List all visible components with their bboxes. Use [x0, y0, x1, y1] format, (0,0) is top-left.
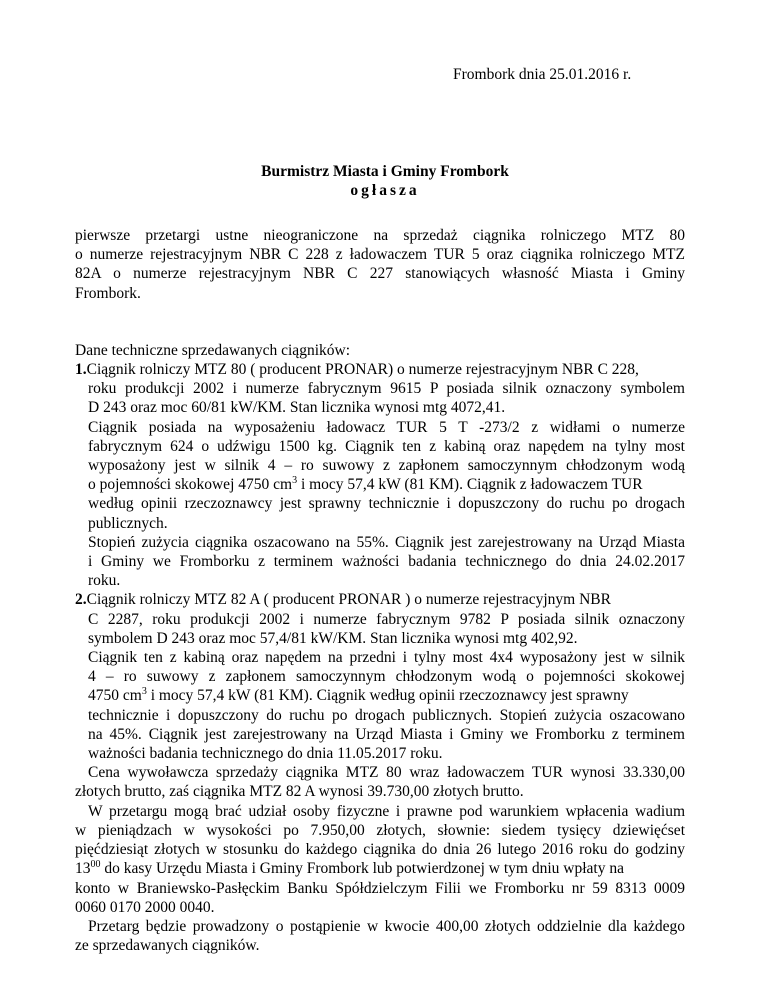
tractor2-text: i mocy 57,4 kW (81 KM). Ciągnik według opinii rzeczoznawcy jest sprawny [146, 687, 629, 705]
tractor2-line: 4 – ro suwowy z zapłonem samoczynnym chłodzonym wodą o pojemności skokowej [88, 668, 685, 686]
tractor1-text: i mocy 57,4 kW (81 KM). Ciągnik z ładowaczem TUR [297, 476, 643, 494]
deposit-line: 0060 0170 2000 0040. [75, 898, 215, 916]
tractor1-number: 1. [75, 361, 87, 379]
tractor1-line: roku produkcji 2002 i numerze fabrycznym 9615 P posiada silnik oznaczony symbolem [88, 380, 685, 398]
heading-title: Burmistrz Miasta i Gminy Frombork [261, 163, 509, 180]
tractor1-first-line [75, 360, 685, 379]
tractor1-first-text: Ciągnik rolniczy MTZ 80 ( producent PRONAR) o numerze rejestracyjnym NBR C 228, [86, 361, 639, 379]
tractor2-line: na 45%. Ciągnik jest zarejestrowany na Urząd Miasta i Gminy we Fromborku z terminem [88, 725, 685, 743]
price-line: Cena wywoławcza sprzedaży ciągnika MTZ 80 wraz ładowaczem TUR wynosi 33.330,00 [88, 764, 685, 782]
document-body [75, 226, 685, 955]
announcement-heading [120, 162, 650, 200]
deposit-line: konto w Braniewsko-Pasłęckim Banku Spółdzielczym Filii we Fromborku nr 59 8313 0009 [75, 879, 685, 897]
intro-line: Frombork. [75, 284, 141, 302]
deposit-text: do kasy Urzędu Miasta i Gminy Frombork lub potwierdzonej w tym dniu wpłaty na [100, 860, 624, 878]
superscript: 3 [141, 686, 147, 698]
heading-subtitle: ogłasza [350, 182, 420, 199]
tractor2-text: 4750 cm [88, 687, 142, 705]
tractor1-line: Stopień zużycia ciągnika oszacowano na 55%. Ciągnik jest zarejestrowany na Urząd Miasta [88, 533, 685, 551]
tractor1-line: fabrycznym 624 o udźwigu 1500 kg. Ciągnik ten z kabiną oraz napędem na tylny most [88, 437, 685, 455]
tractor2-number: 2. [75, 591, 87, 609]
paragraph-gap [75, 303, 685, 341]
deposit-line: W przetargu mogą brać udział osoby fizyczne i prawne pod warunkiem wpłacenia wadium [88, 802, 685, 820]
tractor1-line: publicznych. [88, 514, 168, 532]
intro-line: 82A o numerze rejestracyjnym NBR C 227 stanowiących własność Miasta i Gminy [75, 265, 685, 283]
tractor1-line: Ciągnik posiada na wyposażeniu ładowacz TUR 5 T -273/2 z widłami o numerze [88, 418, 685, 436]
deposit-text: 13 [75, 860, 91, 878]
tractor1-line: według opinii rzeczoznawcy jest sprawny technicznie i dopuszczony do ruchu po drogach [88, 495, 685, 513]
bidding-line: Przetarg będzie prowadzony o postąpienie w kwocie 400,00 złotych oddzielnie dla każdego [88, 917, 685, 935]
tractor1-line: D 243 oraz moc 60/81 kW/KM. Stan licznika wynosi mtg 4072,41. [88, 399, 506, 417]
price-line: złotych brutto, zaś ciągnika MTZ 82 A wynosi 39.730,00 złotych brutto. [75, 783, 524, 801]
date-line: Frombork dnia 25.01.2016 r. [453, 66, 632, 83]
tractor2-first-line [75, 590, 685, 609]
bidding-line: ze sprzedawanych ciągników. [75, 937, 260, 955]
tractor1-line: i Gminy we Fromborku z terminem ważności badania technicznego do dnia 24.02.2017 [88, 553, 685, 571]
superscript: 3 [292, 475, 298, 487]
deposit-line [75, 859, 685, 878]
tractor2-line [75, 686, 685, 705]
tractor2-line: symbolem D 243 oraz moc 57,4/81 kW/KM. Stan licznika wynosi mtg 402,92. [88, 629, 578, 647]
intro-line: o numerze rejestracyjnym NBR C 228 z ładowaczem TUR 5 oraz ciągnika rolniczego MTZ [75, 246, 685, 264]
tractor2-line: technicznie i dopuszczony do ruchu po drogach publicznych. Stopień zużycia oszacowano [88, 706, 685, 724]
tractor2-line: Ciągnik ten z kabiną oraz napędem na przedni i tylny most 4x4 wyposażony jest w silnik [88, 649, 685, 667]
tractor2-line: ważności badania technicznego do dnia 11.05.2017 roku. [88, 745, 443, 763]
deposit-line: w pieniądzach w wysokości po 7.950,00 złotych, słownie: siedem tysięcy dziewięćset [75, 821, 685, 839]
tractor2-line: C 2287, roku produkcji 2002 i numerze fabrycznym 9782 P posiada silnik oznaczony [88, 610, 685, 628]
tractor1-text: o pojemności skokowej 4750 cm [88, 476, 293, 494]
deposit-line: pięćdziesiąt złotych w stosunku do każdego ciągnika do dnia 26 lutego 2016 roku do godziny [75, 841, 685, 859]
intro-line: pierwsze przetargi ustne nieograniczone na sprzedaż ciągnika rolniczego MTZ 80 [75, 227, 685, 244]
superscript: 00 [90, 859, 101, 871]
tractor2-first-text: Ciągnik rolniczy MTZ 82 A ( producent PRONAR ) o numerze rejestracyjnym NBR [86, 591, 611, 609]
tractor1-line: roku. [88, 572, 121, 590]
tractor1-line: wyposażony jest w silnik 4 – ro suwowy z zapłonem samoczynnym chłodzonym wodą [88, 457, 685, 475]
tractor1-line [75, 475, 685, 494]
tech-header: Dane techniczne sprzedawanych ciągników: [75, 341, 350, 359]
